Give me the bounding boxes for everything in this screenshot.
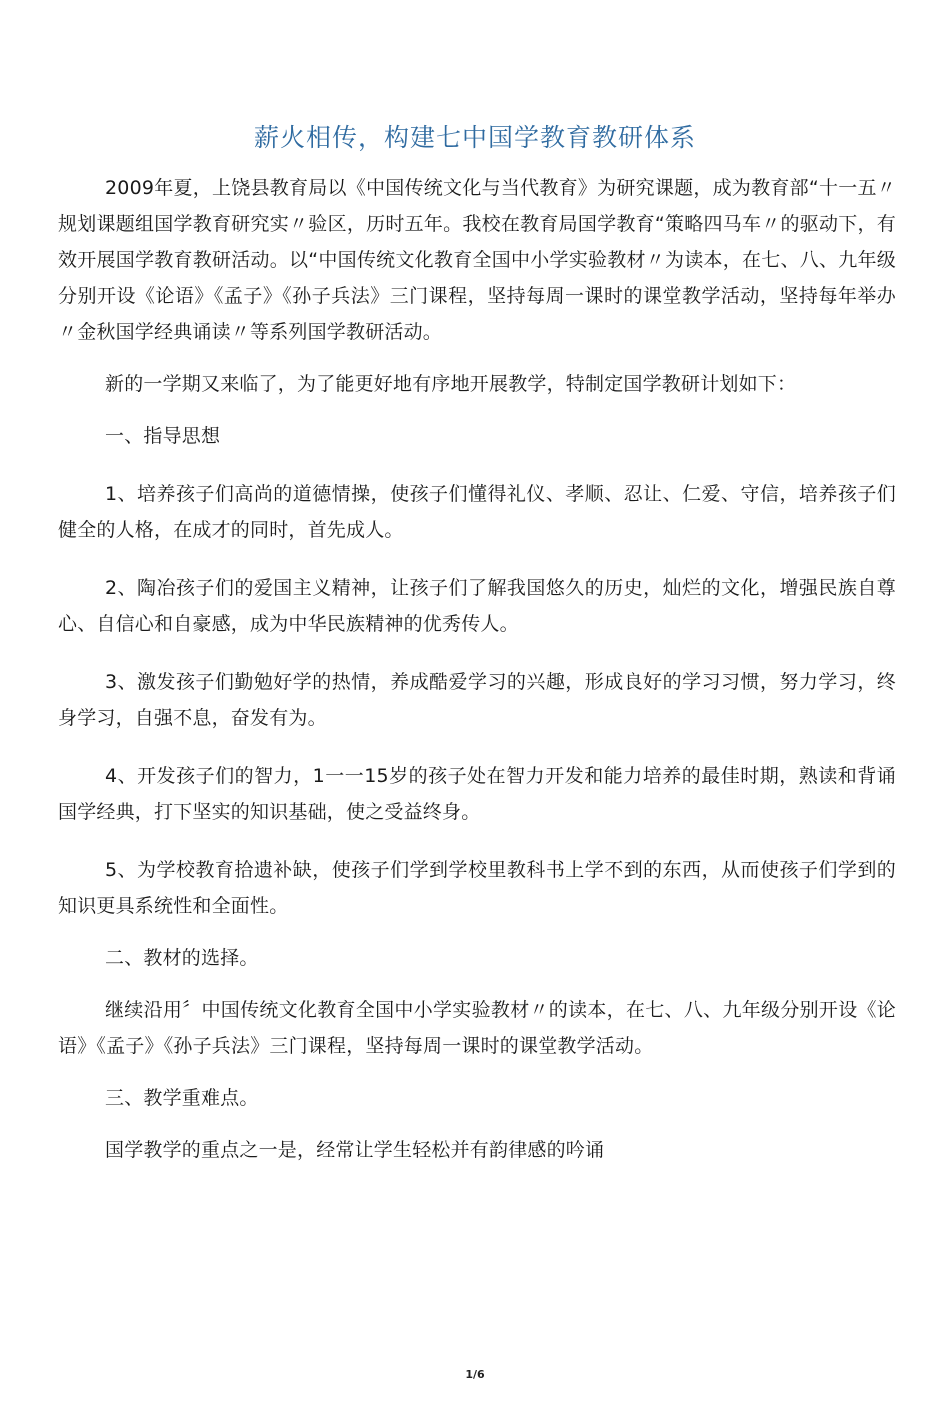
section-heading-textbook: 二、教材的选择。 <box>105 947 259 969</box>
document-body <box>58 170 896 1168</box>
paragraph-intro: 2009年夏，上饶县教育局以《中国传统文化与当代教育》为研究课题，成为教育部“十一五〃规划课题组国学教育研究实〃验区，历时五年。我校在教育局国学教育“策略四马车〃的驱动下，有效开展国学教育教研活动。以“中国传统文化教育全国中小学实验教材〃为读本，在七、八、九年级分别开设《论语》《孟子》《孙子兵法》三门课程，坚持每周一课时的课堂教学活动，坚持每年举办〃金秋国学经典诵读〃等系列国学教研活动。 <box>58 177 896 343</box>
list-item-2: 2、陶冶孩子们的爱国主义精神，让孩子们了解我国悠久的历史，灿烂的文化，增强民族自尊心、自信心和自豪感，成为中华民族精神的优秀传人。 <box>58 577 896 635</box>
document-title: 薪火相传，构建七中国学教育教研体系 <box>253 123 696 152</box>
list-item-1: 1、培养孩子们高尚的道德情操，使孩子们懂得礼仪、孝顺、忍让、仁爱、守信，培养孩子们健全的人格，在成才的同时，首先成人。 <box>58 483 896 541</box>
list-item-3: 3、激发孩子们勤勉好学的热情，养成酷爱学习的兴趣，形成良好的学习习惯，努力学习，终身学习，自强不息，奋发有为。 <box>58 671 896 729</box>
paragraph-textbook: 继续沿用〞中国传统文化教育全国中小学实验教材〃的读本，在七、八、九年级分别开设《论语》《孟子》《孙子兵法》三门课程，坚持每周一课时的课堂教学活动。 <box>58 999 896 1057</box>
section-heading-key-points: 三、教学重难点。 <box>105 1087 259 1109</box>
paragraph-key-points: 国学教学的重点之一是，经常让学生轻松并有韵律感的吟诵 <box>105 1139 605 1161</box>
section-heading-guiding-thought: 一、指导思想 <box>105 425 221 447</box>
page-number: 1/6 <box>465 1368 485 1381</box>
paragraph-plan-intro: 新的一学期又来临了，为了能更好地有序地开展教学，特制定国学教研计划如下： <box>105 373 797 395</box>
list-item-5: 5、为学校教育拾遗补缺，使孩子们学到学校里教科书上学不到的东西，从而使孩子们学到的知识更具系统性和全面性。 <box>58 859 896 917</box>
list-item-4: 4、开发孩子们的智力，1一一15岁的孩子处在智力开发和能力培养的最佳时期，熟读和背诵国学经典，打下坚实的知识基础，使之受益终身。 <box>58 765 896 823</box>
